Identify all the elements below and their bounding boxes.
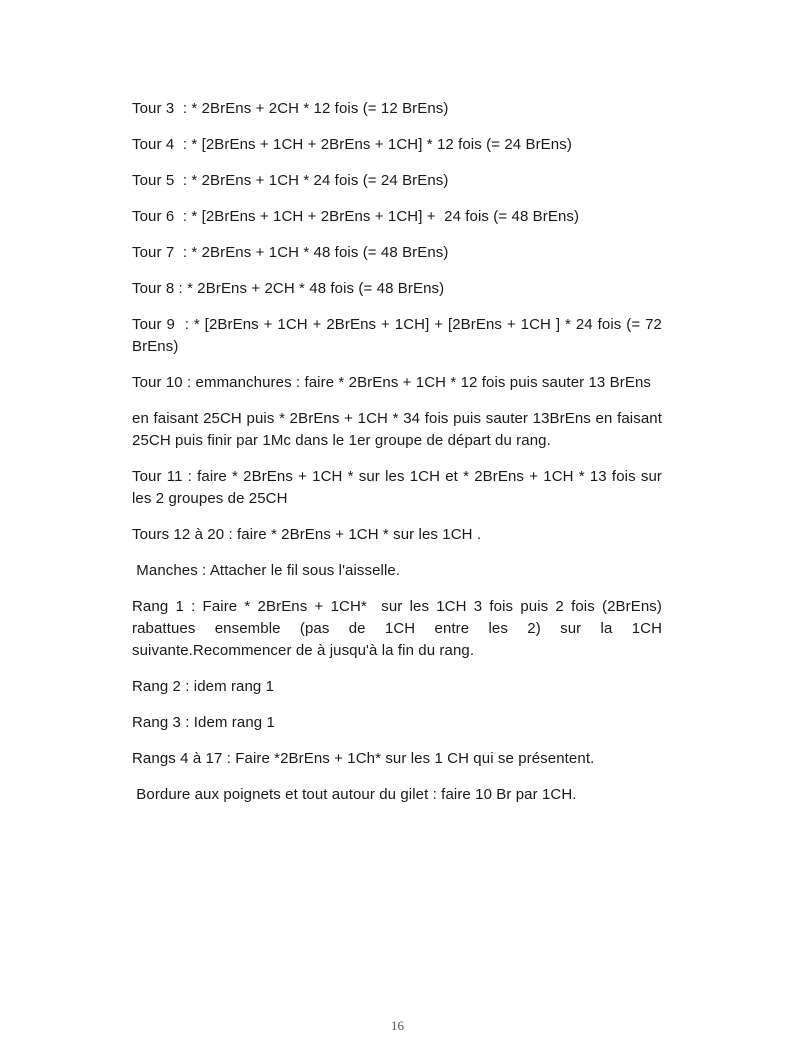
document-body xyxy=(132,98,667,820)
paragraph-bordure: Bordure aux poignets et tout autour du gilet : faire 10 Br par 1CH. xyxy=(132,786,577,803)
paragraph-tour-10: Tour 10 : emmanchures : faire * 2BrEns + 1CH * 12 fois puis sauter 13 BrEns xyxy=(132,374,651,391)
paragraph-tours-12-20: Tours 12 à 20 : faire * 2BrEns + 1CH * sur les 1CH . xyxy=(132,526,482,543)
paragraph-tour-4: Tour 4 : * [2BrEns + 1CH + 2BrEns + 1CH] * 12 fois (= 24 BrEns) xyxy=(132,136,572,153)
paragraph-tour-5: Tour 5 : * 2BrEns + 1CH * 24 fois (= 24 BrEns) xyxy=(132,172,449,189)
paragraph-tour-6: Tour 6 : * [2BrEns + 1CH + 2BrEns + 1CH] + 24 fois (= 48 BrEns) xyxy=(132,208,580,225)
paragraph-tour-9: Tour 9 : * [2BrEns + 1CH + 2BrEns + 1CH] + [2BrEns + 1CH ] * 24 fois (= 72 BrEns) xyxy=(132,316,667,355)
paragraph-rang-1: Rang 1 : Faire * 2BrEns + 1CH* sur les 1CH 3 fois puis 2 fois (2BrEns) rabattues ensemble (pas de 1CH entre les 2) sur la 1CH suivante.Recommencer de à jusqu'à la fin du rang. xyxy=(132,598,667,659)
paragraph-rang-3: Rang 3 : Idem rang 1 xyxy=(132,714,275,731)
paragraph-tour-7: Tour 7 : * 2BrEns + 1CH * 48 fois (= 48 BrEns) xyxy=(132,244,449,261)
paragraph-rangs-4-17: Rangs 4 à 17 : Faire *2BrEns + 1Ch* sur les 1 CH qui se présentent. xyxy=(132,750,595,767)
page-number: 16 xyxy=(391,1018,404,1033)
paragraph-tour-3: Tour 3 : * 2BrEns + 2CH * 12 fois (= 12 BrEns) xyxy=(132,100,449,117)
paragraph-tour-8: Tour 8 : * 2BrEns + 2CH * 48 fois (= 48 BrEns) xyxy=(132,280,445,297)
paragraph-tour-11: Tour 11 : faire * 2BrEns + 1CH * sur les 1CH et * 2BrEns + 1CH * 13 fois sur les 2 groupes de 25CH xyxy=(132,468,667,507)
paragraph-manches: Manches : Attacher le fil sous l'aisselle. xyxy=(132,562,401,579)
paragraph-tour-10-continued: en faisant 25CH puis * 2BrEns + 1CH * 34 fois puis sauter 13BrEns en faisant 25CH puis finir par 1Mc dans le 1er groupe de départ du rang. xyxy=(132,410,667,449)
paragraph-rang-2: Rang 2 : idem rang 1 xyxy=(132,678,275,695)
